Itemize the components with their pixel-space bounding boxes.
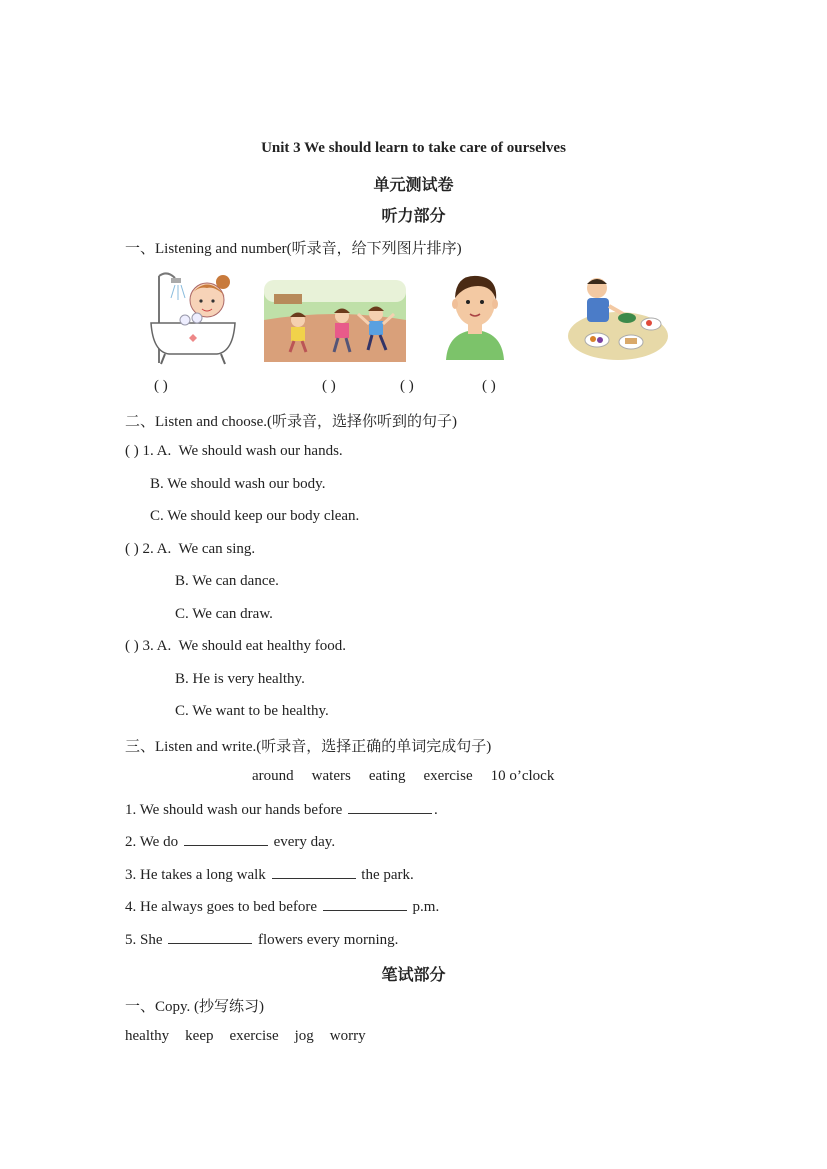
sentence-text: 1. We should wash our hands before [125,802,343,818]
option-a: We should eat healthy food. [178,638,346,654]
sentence-text: every day. [273,834,336,850]
sentence-text: 5. She [125,932,163,948]
copy-word: jog [294,1028,314,1044]
sentence-4 [125,898,439,916]
option-b: B. We should wash our body. [150,476,326,492]
word-bank-item: eating [368,768,406,784]
sentence-5 [125,931,398,949]
answer-bracket[interactable]: ( ) [400,378,414,394]
option-c: C. We can draw. [175,606,273,622]
children-playing-picture [264,280,406,362]
sentence-text: the park. [361,867,414,883]
copy-word: worry [329,1028,366,1044]
word-bank-item: waters [311,768,351,784]
sentence-1 [125,801,438,819]
option-c: C. We should keep our body clean. [150,508,360,524]
boy-portrait-picture [442,272,508,360]
answer-blank[interactable] [348,801,432,814]
sentence-text: . [433,802,438,818]
answer-bracket[interactable]: ( ) [322,378,336,394]
part1-heading: 一、Listening and number(听录音，给下列图片排序) [125,241,462,257]
bath-girl-picture [145,268,240,368]
copy-word: exercise [229,1028,279,1044]
word-bank-item: 10 o’clock [490,768,555,784]
copy-words [125,1028,382,1045]
question-3 [125,638,346,655]
word-bank-item: exercise [423,768,473,784]
answer-blank[interactable] [323,898,407,911]
writing-heading: 笔试部分 [381,967,446,984]
answer-bracket[interactable]: ( ) [154,378,168,394]
option-a: We should wash our hands. [178,443,343,459]
question-number: ( ) 2. A. [125,541,172,557]
sentence-text: 2. We do [125,834,179,850]
sentence-3 [125,866,414,884]
question-number: ( ) 3. A. [125,638,172,654]
sentence-text: flowers every morning. [258,932,399,948]
copy-word: healthy [125,1028,170,1044]
part2-heading: 二、Listen and choose.(听录音，选择你听到的句子) [125,414,458,430]
man-eating-picture [567,270,669,362]
part3-heading: 三、Listen and write.(听录音，选择正确的单词完成句子) [125,739,492,755]
option-b: B. We can dance. [175,573,279,589]
word-bank-item: around [252,768,294,784]
listening-heading: 听力部分 [381,208,446,225]
worksheet-subtitle: 单元测试卷 [373,177,454,194]
sentence-text: 4. He always goes to bed before [125,899,318,915]
word-bank [252,768,572,785]
question-1 [125,443,343,460]
answer-blank[interactable] [272,866,356,879]
answer-blank[interactable] [168,931,252,944]
question-number: ( ) 1. A. [125,443,172,459]
answer-bracket[interactable]: ( ) [482,378,496,394]
sentence-text: 3. He takes a long walk [125,867,266,883]
worksheet-title: Unit 3 We should learn to take care of ourselves [261,140,566,156]
sentence-2 [125,833,335,851]
option-b: B. He is very healthy. [175,671,305,687]
option-c: C. We want to be healthy. [175,703,329,719]
sentence-text: p.m. [412,899,440,915]
option-a: We can sing. [178,541,256,557]
copy-heading: 一、Copy. (抄写练习) [125,999,265,1015]
question-2 [125,541,255,558]
copy-word: keep [185,1028,214,1044]
answer-blank[interactable] [184,833,268,846]
